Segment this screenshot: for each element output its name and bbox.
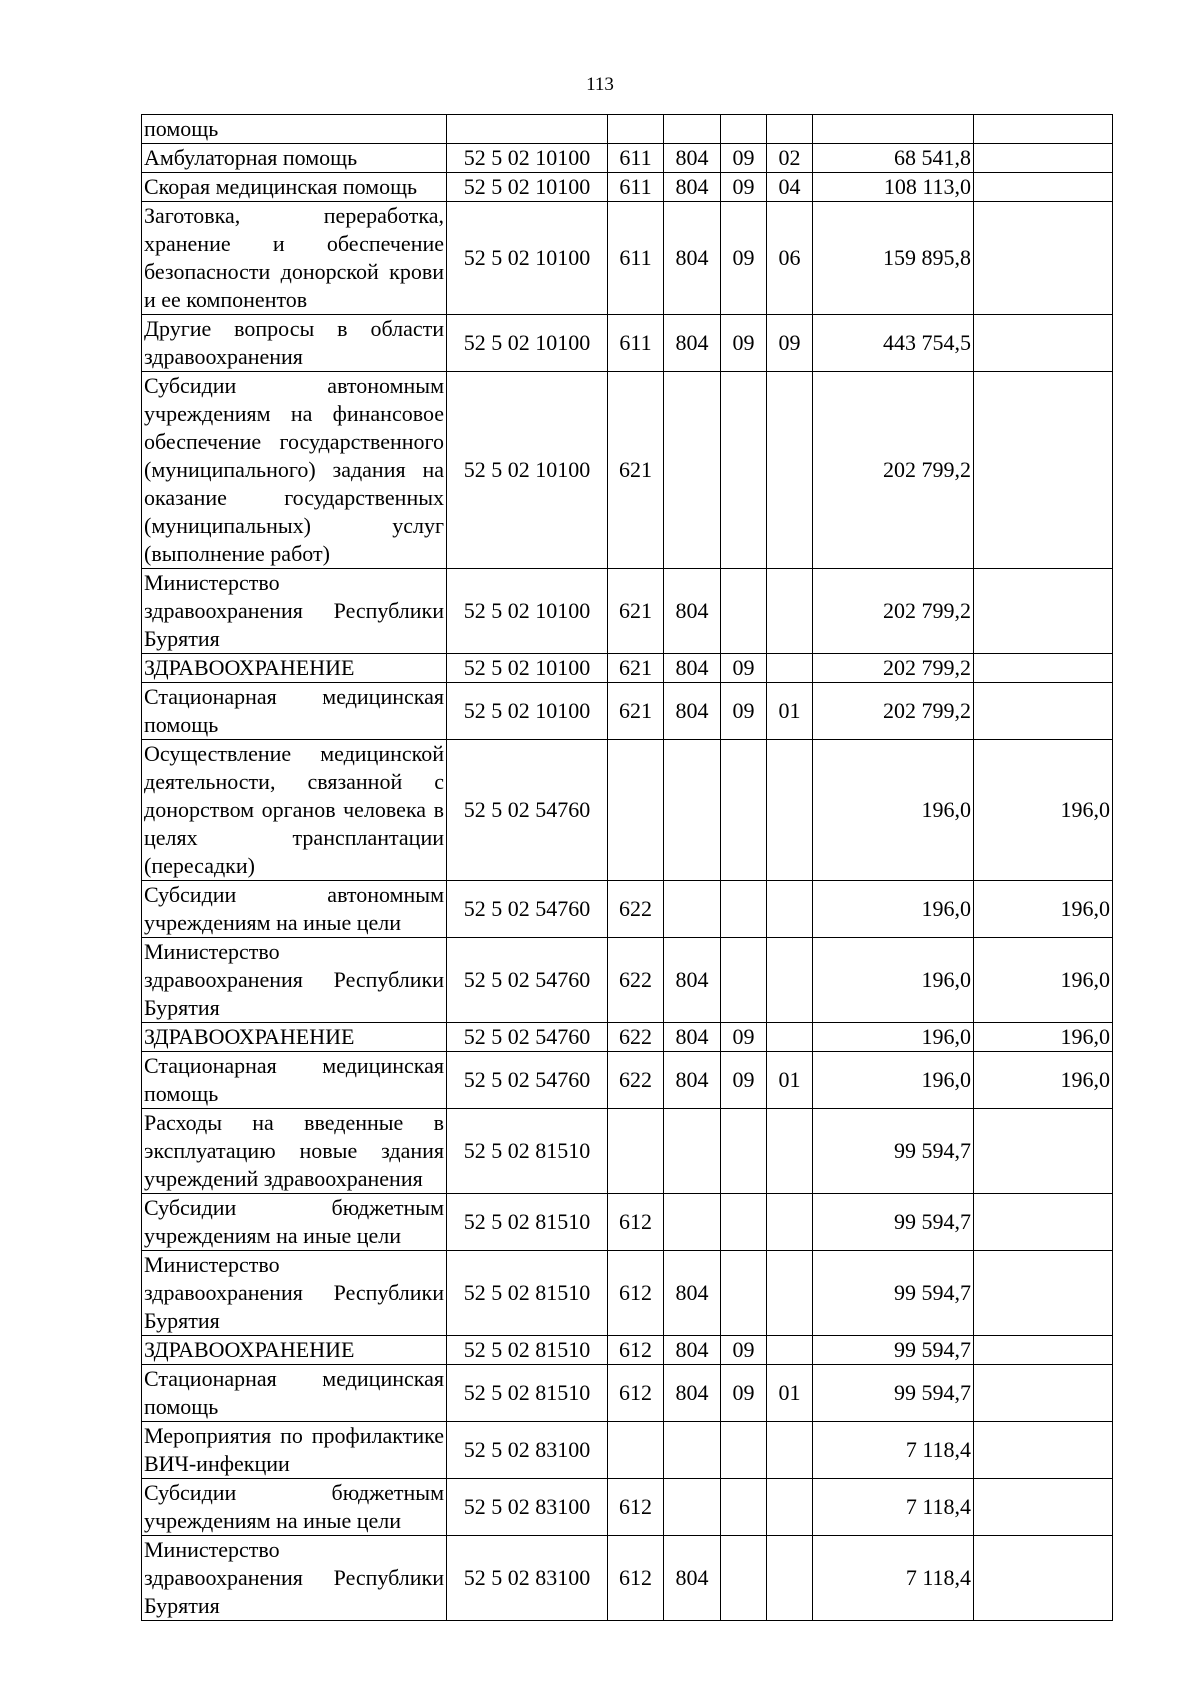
expense-type-code-cell: 622 [608, 881, 664, 938]
subsection-code-cell: 02 [767, 144, 813, 173]
item-name-cell: Министерство здравоохранения Республики Бурятия [142, 938, 447, 1023]
amount-federal-cell [974, 654, 1113, 683]
amount-total-cell: 99 594,7 [813, 1365, 974, 1422]
ministry-code-cell [664, 1422, 721, 1479]
item-name-cell: ЗДРАВООХРАНЕНИЕ [142, 654, 447, 683]
section-code-cell [721, 881, 767, 938]
ministry-code-cell: 804 [664, 144, 721, 173]
target-article-code-cell: 52 5 02 10100 [447, 372, 608, 569]
expense-type-code-cell: 621 [608, 569, 664, 654]
ministry-code-cell [664, 740, 721, 881]
item-name-cell: Мероприятия по профилактике ВИЧ-инфекции [142, 1422, 447, 1479]
ministry-code-cell [664, 1479, 721, 1536]
target-article-code-cell: 52 5 02 10100 [447, 654, 608, 683]
target-article-code-cell: 52 5 02 81510 [447, 1194, 608, 1251]
subsection-code-cell [767, 938, 813, 1023]
section-code-cell [721, 938, 767, 1023]
amount-total-cell: 196,0 [813, 740, 974, 881]
amount-federal-cell [974, 1422, 1113, 1479]
item-name-cell: Министерство здравоохранения Республики Бурятия [142, 1251, 447, 1336]
amount-total-cell: 196,0 [813, 1052, 974, 1109]
amount-federal-cell [974, 1251, 1113, 1336]
target-article-code-cell: 52 5 02 81510 [447, 1251, 608, 1336]
expense-type-code-cell [608, 1422, 664, 1479]
amount-federal-cell [974, 372, 1113, 569]
item-name-cell: Субсидии автономным учреждениям на финансовое обеспечение государственного (муниципального) задания на оказание государственных (муниципальных) услуг (выполнение работ) [142, 372, 447, 569]
subsection-code-cell [767, 1109, 813, 1194]
amount-federal-cell [974, 1365, 1113, 1422]
ministry-code-cell [664, 1194, 721, 1251]
amount-federal-cell [974, 1336, 1113, 1365]
ministry-code-cell: 804 [664, 654, 721, 683]
table-row [142, 1536, 1113, 1621]
ministry-code-cell: 804 [664, 683, 721, 740]
subsection-code-cell: 01 [767, 683, 813, 740]
expense-type-code-cell: 621 [608, 654, 664, 683]
target-article-code-cell: 52 5 02 54760 [447, 740, 608, 881]
amount-federal-cell [974, 315, 1113, 372]
item-name-cell: Субсидии бюджетным учреждениям на иные цели [142, 1194, 447, 1251]
amount-total-cell: 196,0 [813, 938, 974, 1023]
table-row [142, 372, 1113, 569]
target-article-code-cell: 52 5 02 54760 [447, 938, 608, 1023]
ministry-code-cell [664, 881, 721, 938]
table-row [142, 1023, 1113, 1052]
expense-type-code-cell: 612 [608, 1194, 664, 1251]
subsection-code-cell: 06 [767, 202, 813, 315]
expense-type-code-cell: 611 [608, 144, 664, 173]
expense-type-code-cell: 611 [608, 202, 664, 315]
ministry-code-cell: 804 [664, 1052, 721, 1109]
table-row [142, 1052, 1113, 1109]
section-code-cell: 09 [721, 1052, 767, 1109]
target-article-code-cell [447, 115, 608, 144]
target-article-code-cell: 52 5 02 83100 [447, 1422, 608, 1479]
expense-type-code-cell [608, 115, 664, 144]
amount-total-cell: 202 799,2 [813, 569, 974, 654]
item-name-cell: помощь [142, 115, 447, 144]
subsection-code-cell [767, 1251, 813, 1336]
subsection-code-cell [767, 1194, 813, 1251]
item-name-cell: Министерство здравоохранения Республики Бурятия [142, 569, 447, 654]
amount-total-cell: 99 594,7 [813, 1109, 974, 1194]
target-article-code-cell: 52 5 02 10100 [447, 569, 608, 654]
target-article-code-cell: 52 5 02 54760 [447, 1052, 608, 1109]
amount-federal-cell [974, 683, 1113, 740]
ministry-code-cell [664, 115, 721, 144]
ministry-code-cell: 804 [664, 938, 721, 1023]
section-code-cell: 09 [721, 315, 767, 372]
table-row [142, 683, 1113, 740]
amount-federal-cell: 196,0 [974, 881, 1113, 938]
expense-type-code-cell: 612 [608, 1365, 664, 1422]
expense-type-code-cell [608, 1109, 664, 1194]
target-article-code-cell: 52 5 02 83100 [447, 1479, 608, 1536]
subsection-code-cell [767, 1479, 813, 1536]
item-name-cell: Заготовка, переработка, хранение и обеспечение безопасности донорской крови и ее компонентов [142, 202, 447, 315]
item-name-cell: Скорая медицинская помощь [142, 173, 447, 202]
target-article-code-cell: 52 5 02 10100 [447, 144, 608, 173]
amount-federal-cell [974, 569, 1113, 654]
section-code-cell: 09 [721, 173, 767, 202]
item-name-cell: ЗДРАВООХРАНЕНИЕ [142, 1336, 447, 1365]
amount-total-cell: 99 594,7 [813, 1336, 974, 1365]
amount-total-cell: 443 754,5 [813, 315, 974, 372]
amount-total-cell: 202 799,2 [813, 683, 974, 740]
amount-total-cell: 7 118,4 [813, 1536, 974, 1621]
page-number: 113 [586, 74, 614, 95]
ministry-code-cell [664, 1109, 721, 1194]
section-code-cell [721, 1194, 767, 1251]
amount-total-cell: 99 594,7 [813, 1194, 974, 1251]
item-name-cell: Расходы на введенные в эксплуатацию новые здания учреждений здравоохранения [142, 1109, 447, 1194]
item-name-cell: Амбулаторная помощь [142, 144, 447, 173]
section-code-cell [721, 1251, 767, 1336]
table-row [142, 1422, 1113, 1479]
amount-federal-cell [974, 1109, 1113, 1194]
table-row [142, 1479, 1113, 1536]
section-code-cell: 09 [721, 683, 767, 740]
target-article-code-cell: 52 5 02 81510 [447, 1109, 608, 1194]
target-article-code-cell: 52 5 02 81510 [447, 1365, 608, 1422]
amount-federal-cell [974, 1479, 1113, 1536]
amount-total-cell: 196,0 [813, 881, 974, 938]
section-code-cell [721, 740, 767, 881]
amount-total-cell: 159 895,8 [813, 202, 974, 315]
amount-federal-cell [974, 202, 1113, 315]
amount-total-cell: 68 541,8 [813, 144, 974, 173]
table-row [142, 740, 1113, 881]
item-name-cell: Стационарная медицинская помощь [142, 1365, 447, 1422]
section-code-cell [721, 569, 767, 654]
amount-total-cell: 7 118,4 [813, 1422, 974, 1479]
table-row [142, 1109, 1113, 1194]
amount-federal-cell: 196,0 [974, 1023, 1113, 1052]
subsection-code-cell [767, 1422, 813, 1479]
item-name-cell: Осуществление медицинской деятельности, связанной с донорством органов человека в целях трансплантации (пересадки) [142, 740, 447, 881]
ministry-code-cell: 804 [664, 315, 721, 372]
target-article-code-cell: 52 5 02 10100 [447, 202, 608, 315]
item-name-cell: Субсидии автономным учреждениям на иные цели [142, 881, 447, 938]
amount-total-cell: 202 799,2 [813, 654, 974, 683]
expense-type-code-cell: 612 [608, 1251, 664, 1336]
table-row [142, 938, 1113, 1023]
subsection-code-cell [767, 1336, 813, 1365]
expense-type-code-cell: 612 [608, 1336, 664, 1365]
expense-type-code-cell: 622 [608, 1052, 664, 1109]
subsection-code-cell: 04 [767, 173, 813, 202]
subsection-code-cell [767, 372, 813, 569]
ministry-code-cell: 804 [664, 202, 721, 315]
section-code-cell [721, 1536, 767, 1621]
amount-total-cell: 108 113,0 [813, 173, 974, 202]
amount-federal-cell [974, 115, 1113, 144]
ministry-code-cell: 804 [664, 1251, 721, 1336]
section-code-cell [721, 115, 767, 144]
budget-table-body [142, 115, 1113, 1621]
section-code-cell [721, 1422, 767, 1479]
table-row [142, 654, 1113, 683]
target-article-code-cell: 52 5 02 10100 [447, 683, 608, 740]
item-name-cell: Стационарная медицинская помощь [142, 1052, 447, 1109]
ministry-code-cell: 804 [664, 173, 721, 202]
item-name-cell: Стационарная медицинская помощь [142, 683, 447, 740]
expense-type-code-cell: 611 [608, 173, 664, 202]
ministry-code-cell: 804 [664, 1023, 721, 1052]
table-row [142, 1194, 1113, 1251]
amount-total-cell: 7 118,4 [813, 1479, 974, 1536]
item-name-cell: Министерство здравоохранения Республики Бурятия [142, 1536, 447, 1621]
table-row [142, 202, 1113, 315]
amount-total-cell: 202 799,2 [813, 372, 974, 569]
amount-federal-cell [974, 1536, 1113, 1621]
subsection-code-cell [767, 1536, 813, 1621]
budget-table [141, 114, 1113, 1621]
target-article-code-cell: 52 5 02 54760 [447, 881, 608, 938]
subsection-code-cell [767, 881, 813, 938]
section-code-cell [721, 1479, 767, 1536]
subsection-code-cell: 01 [767, 1365, 813, 1422]
amount-total-cell: 99 594,7 [813, 1251, 974, 1336]
target-article-code-cell: 52 5 02 83100 [447, 1536, 608, 1621]
amount-federal-cell: 196,0 [974, 740, 1113, 881]
section-code-cell: 09 [721, 1023, 767, 1052]
subsection-code-cell [767, 115, 813, 144]
expense-type-code-cell [608, 740, 664, 881]
subsection-code-cell [767, 654, 813, 683]
table-row [142, 173, 1113, 202]
subsection-code-cell: 01 [767, 1052, 813, 1109]
expense-type-code-cell: 622 [608, 938, 664, 1023]
item-name-cell: Субсидии бюджетным учреждениям на иные цели [142, 1479, 447, 1536]
section-code-cell: 09 [721, 654, 767, 683]
section-code-cell: 09 [721, 1365, 767, 1422]
subsection-code-cell [767, 569, 813, 654]
expense-type-code-cell: 622 [608, 1023, 664, 1052]
section-code-cell [721, 1109, 767, 1194]
amount-federal-cell: 196,0 [974, 1052, 1113, 1109]
item-name-cell: Другие вопросы в области здравоохранения [142, 315, 447, 372]
table-row [142, 1251, 1113, 1336]
table-row [142, 115, 1113, 144]
amount-total-cell [813, 115, 974, 144]
expense-type-code-cell: 621 [608, 372, 664, 569]
ministry-code-cell: 804 [664, 1336, 721, 1365]
subsection-code-cell [767, 1023, 813, 1052]
section-code-cell: 09 [721, 202, 767, 315]
amount-federal-cell [974, 1194, 1113, 1251]
expense-type-code-cell: 611 [608, 315, 664, 372]
table-row [142, 569, 1113, 654]
section-code-cell: 09 [721, 1336, 767, 1365]
ministry-code-cell: 804 [664, 569, 721, 654]
expense-type-code-cell: 612 [608, 1536, 664, 1621]
subsection-code-cell: 09 [767, 315, 813, 372]
table-row [142, 881, 1113, 938]
amount-total-cell: 196,0 [813, 1023, 974, 1052]
ministry-code-cell: 804 [664, 1536, 721, 1621]
table-row [142, 1365, 1113, 1422]
target-article-code-cell: 52 5 02 81510 [447, 1336, 608, 1365]
amount-federal-cell: 196,0 [974, 938, 1113, 1023]
table-row [142, 1336, 1113, 1365]
section-code-cell: 09 [721, 144, 767, 173]
subsection-code-cell [767, 740, 813, 881]
expense-type-code-cell: 612 [608, 1479, 664, 1536]
ministry-code-cell [664, 372, 721, 569]
amount-federal-cell [974, 144, 1113, 173]
table-row [142, 315, 1113, 372]
table-row [142, 144, 1113, 173]
target-article-code-cell: 52 5 02 54760 [447, 1023, 608, 1052]
item-name-cell: ЗДРАВООХРАНЕНИЕ [142, 1023, 447, 1052]
target-article-code-cell: 52 5 02 10100 [447, 173, 608, 202]
ministry-code-cell: 804 [664, 1365, 721, 1422]
amount-federal-cell [974, 173, 1113, 202]
section-code-cell [721, 372, 767, 569]
expense-type-code-cell: 621 [608, 683, 664, 740]
target-article-code-cell: 52 5 02 10100 [447, 315, 608, 372]
